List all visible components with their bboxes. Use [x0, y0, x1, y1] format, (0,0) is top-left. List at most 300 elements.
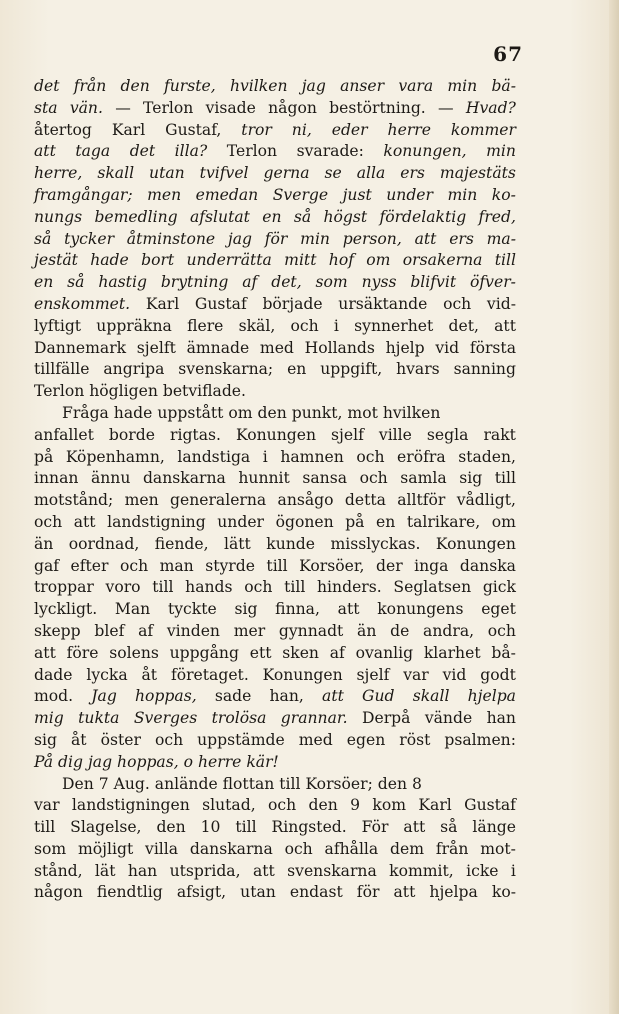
- word: dem: [390, 839, 425, 858]
- word: hoppas,: [135, 687, 197, 706]
- word: grannar.: [280, 709, 348, 728]
- word: fördelaktig: [379, 207, 467, 226]
- text-line: [34, 163, 516, 185]
- word: möjligt: [77, 839, 134, 858]
- word: der: [375, 556, 403, 575]
- word: emedan: [195, 185, 259, 204]
- word: sta: [34, 98, 58, 117]
- word: hands: [185, 578, 233, 597]
- word: att: [73, 512, 96, 531]
- word: generalerna: [169, 491, 267, 510]
- text-line: [34, 141, 516, 163]
- word: det,: [271, 273, 302, 292]
- word: inga: [414, 556, 449, 575]
- text-line: [34, 207, 516, 229]
- word: tukta: [78, 709, 120, 728]
- word: samla: [400, 469, 447, 488]
- word: om: [491, 512, 516, 531]
- word: utan: [149, 164, 185, 183]
- word: Hvad?: [465, 98, 516, 117]
- word: Jag: [91, 687, 117, 706]
- word: en: [376, 512, 396, 531]
- text-line: [34, 774, 516, 796]
- word: att: [337, 600, 360, 619]
- word: och: [487, 621, 516, 640]
- word: innan: [34, 469, 79, 488]
- word: framgångar;: [34, 185, 133, 204]
- word: godt: [480, 665, 516, 684]
- word: icke: [466, 861, 499, 880]
- word: motstånd;: [34, 491, 114, 510]
- word: Terlon: [226, 142, 278, 161]
- word: hjelpa: [467, 687, 516, 706]
- word: nyss: [361, 273, 397, 292]
- word: att: [322, 687, 344, 706]
- word: och: [154, 730, 184, 749]
- text-line: [34, 730, 516, 752]
- word: företaget.: [170, 665, 249, 684]
- word: vid: [442, 665, 467, 684]
- word: om: [366, 251, 391, 270]
- word: tillfälle: [34, 360, 90, 379]
- word: och: [268, 796, 297, 815]
- text-line: [34, 316, 516, 338]
- word: min: [447, 77, 478, 95]
- text-line: [34, 686, 516, 708]
- word: att: [34, 142, 56, 161]
- word: med: [298, 730, 333, 749]
- word: ursäktande: [338, 294, 428, 313]
- word: lätt: [224, 534, 251, 553]
- word: skepp: [34, 621, 81, 640]
- word: bestörtning.: [329, 98, 426, 117]
- word: synnerhet: [354, 316, 434, 335]
- word: från: [73, 77, 107, 95]
- word: till: [266, 556, 288, 575]
- word: angripa: [103, 360, 165, 379]
- text-line: [34, 229, 516, 251]
- word: mot-: [480, 839, 516, 858]
- word: uppräkna: [96, 316, 172, 335]
- word: en: [262, 207, 282, 226]
- word: konungens: [377, 600, 464, 619]
- word: underrätta: [186, 251, 272, 270]
- word: de: [390, 621, 410, 640]
- word: den: [120, 77, 150, 95]
- word: Gustaf,: [165, 120, 222, 139]
- word: Hollands: [304, 338, 375, 357]
- word: Seglatsen: [393, 578, 472, 597]
- word: åt: [71, 730, 87, 749]
- word: kom: [372, 796, 407, 815]
- word: vän.: [69, 98, 103, 117]
- word: än: [34, 534, 54, 553]
- word: men: [124, 491, 159, 510]
- word: alla: [356, 164, 386, 183]
- word: Konungen: [235, 425, 316, 444]
- word: ovanlig: [355, 643, 414, 662]
- word: segla: [426, 425, 469, 444]
- word: fred,: [478, 207, 516, 226]
- word: staden,: [458, 447, 516, 466]
- word: Gustaf: [464, 796, 516, 815]
- word: hvilken: [229, 77, 288, 95]
- word: ers: [400, 164, 425, 183]
- word: vände: [424, 709, 473, 728]
- text-line: [34, 577, 516, 599]
- word: och: [284, 839, 313, 858]
- text-line: [34, 447, 516, 469]
- word: åt: [141, 665, 158, 684]
- word: stånd,: [34, 861, 83, 880]
- word: eröfra: [397, 447, 446, 466]
- word: herre,: [34, 164, 83, 183]
- word: hjelp: [385, 338, 425, 357]
- word: vådligt,: [456, 491, 516, 510]
- word: bemedling: [94, 207, 178, 226]
- word: landstiga: [177, 447, 251, 466]
- text-line: [34, 468, 516, 490]
- text-line: [34, 556, 516, 578]
- word: min: [486, 142, 516, 161]
- text-line: [34, 665, 516, 687]
- word: så: [34, 229, 52, 248]
- word: alltför: [397, 491, 446, 510]
- word: i: [262, 447, 268, 466]
- word: ett: [249, 643, 272, 662]
- text-line: [34, 599, 516, 621]
- word: den: [156, 818, 186, 837]
- word: oordnad,: [68, 534, 140, 553]
- word: fiendtlig: [96, 883, 163, 902]
- word: för: [356, 883, 380, 902]
- word: rakt: [483, 425, 516, 444]
- word: landstigningen: [71, 796, 190, 815]
- word: så: [293, 207, 312, 226]
- word: just: [342, 185, 372, 204]
- word: enskommet.: [34, 294, 131, 313]
- word: från: [435, 839, 469, 858]
- word: det: [129, 142, 156, 161]
- word: uppgång: [169, 643, 239, 662]
- word: en: [34, 273, 54, 292]
- word: jestät: [34, 251, 78, 270]
- word: svenskarna;: [178, 360, 274, 379]
- word: sjelf: [356, 665, 390, 684]
- word: trolösa: [211, 709, 267, 728]
- word: lät: [94, 861, 116, 880]
- word: hjelpa: [429, 883, 478, 902]
- word: öster: [100, 730, 141, 749]
- word: orsakerna: [402, 251, 483, 270]
- word: egen: [346, 730, 386, 749]
- word: endast: [289, 883, 343, 902]
- word: Slagelse,: [70, 818, 142, 837]
- word: eder: [331, 120, 368, 139]
- word: rigtas.: [170, 425, 221, 444]
- word: som: [34, 839, 67, 858]
- word: att: [403, 818, 426, 837]
- word: brytning: [160, 273, 229, 292]
- word: mod.: [34, 687, 74, 706]
- word: skall: [97, 164, 135, 183]
- text-line: [34, 490, 516, 512]
- text-line: [34, 250, 516, 272]
- word: slutad,: [202, 796, 256, 815]
- word: furste,: [163, 77, 216, 95]
- text-line: [34, 708, 516, 730]
- word: Sverges: [133, 709, 198, 728]
- word: och: [119, 556, 149, 575]
- word: tror: [241, 120, 272, 139]
- word: mitt: [284, 251, 317, 270]
- word: Gustaf: [194, 294, 247, 313]
- word: afhålla: [324, 839, 379, 858]
- word: se: [324, 164, 342, 183]
- word: det,: [448, 316, 479, 335]
- word: till: [494, 469, 516, 488]
- word: mig: [34, 709, 64, 728]
- word: utan: [240, 883, 276, 902]
- text-line: [34, 185, 516, 207]
- word: min: [300, 229, 330, 248]
- word: af: [138, 621, 154, 640]
- word: han: [127, 861, 158, 880]
- word: min: [447, 185, 478, 204]
- word: hastig: [98, 273, 147, 292]
- word: svarade:: [296, 142, 364, 161]
- word: till: [34, 818, 56, 837]
- word: blef: [94, 621, 125, 640]
- word: Karl: [111, 120, 146, 139]
- word: jag: [301, 77, 326, 95]
- word: på: [34, 447, 54, 466]
- word: ma-: [486, 229, 516, 248]
- word: åtminstone: [126, 229, 216, 248]
- word: med: [259, 338, 294, 357]
- word: afsigt,: [176, 883, 227, 902]
- text-line: [34, 272, 516, 294]
- text-line: [34, 76, 516, 98]
- word: voro: [105, 578, 141, 597]
- word: utsprida,: [169, 861, 241, 880]
- word: kommer: [450, 120, 516, 139]
- word: att: [393, 883, 416, 902]
- word: tvifvel: [199, 164, 249, 183]
- word: till: [284, 578, 306, 597]
- word: sig: [459, 469, 483, 488]
- word: före: [66, 643, 99, 662]
- word: på: [345, 512, 365, 531]
- word: blifvit: [410, 273, 457, 292]
- word: vid: [435, 338, 460, 357]
- word: eget: [481, 600, 516, 619]
- word: till: [235, 818, 257, 837]
- word: hof: [328, 251, 354, 270]
- word: till: [152, 578, 174, 597]
- word: taga: [75, 142, 111, 161]
- word: sansa: [302, 469, 348, 488]
- word: första: [469, 338, 516, 357]
- word: ers: [449, 229, 474, 248]
- word: Terlon: [143, 98, 194, 117]
- word: anser: [340, 77, 385, 95]
- text-line: [34, 752, 516, 774]
- word: majestäts: [439, 164, 516, 183]
- word: Ringsted.: [271, 818, 347, 837]
- word: tyckte: [167, 600, 217, 619]
- word: ni,: [291, 120, 312, 139]
- word: länge: [472, 818, 516, 837]
- text-line: [34, 861, 516, 883]
- word: mer: [233, 621, 266, 640]
- word: öfver-: [470, 273, 516, 292]
- word: hamnen: [280, 447, 344, 466]
- text-segment: På dig jag hoppas, o herre kär!: [34, 752, 279, 771]
- text-line: [34, 795, 516, 817]
- word: ämnade: [186, 338, 250, 357]
- text-line: [34, 425, 516, 447]
- word: villa: [145, 839, 179, 858]
- word: jag: [227, 229, 252, 248]
- text-line: [34, 817, 516, 839]
- word: och: [34, 512, 63, 531]
- word: gerna: [263, 164, 310, 183]
- word: han,: [269, 687, 304, 706]
- word: Gud: [362, 687, 395, 706]
- word: detta: [344, 491, 386, 510]
- word: ko-: [491, 883, 516, 902]
- word: ansågo: [277, 491, 334, 510]
- word: att: [34, 643, 56, 662]
- word: ännu: [90, 469, 131, 488]
- word: att: [252, 861, 275, 880]
- word: sanning: [453, 360, 516, 379]
- word: fiende,: [154, 534, 209, 553]
- word: i: [333, 316, 339, 335]
- text-segment: Fråga hade uppstått om den punkt, mot hvilken: [62, 403, 441, 422]
- word: gick: [482, 578, 516, 597]
- word: men: [147, 185, 182, 204]
- word: så: [67, 273, 85, 292]
- text-segment: Terlon högligen betviflade.: [34, 382, 246, 401]
- word: kunde: [266, 534, 316, 553]
- word: ville: [378, 425, 412, 444]
- word: flere: [187, 316, 224, 335]
- text-line: [34, 403, 516, 425]
- word: hinders.: [317, 578, 382, 597]
- page-number: 67: [493, 42, 523, 66]
- word: Karl: [145, 294, 180, 313]
- word: För: [361, 818, 389, 837]
- word: Konungen: [435, 534, 516, 553]
- word: hade: [90, 251, 129, 270]
- word: anfallet: [34, 425, 94, 444]
- word: under: [386, 185, 433, 204]
- word: visade: [205, 98, 256, 117]
- text-line: [34, 621, 516, 643]
- word: och: [356, 447, 385, 466]
- word: sig: [234, 600, 258, 619]
- word: landstigning: [107, 512, 206, 531]
- word: styrde: [205, 556, 255, 575]
- word: tycker: [64, 229, 115, 248]
- word: i: [510, 861, 516, 880]
- word: afslutat: [189, 207, 250, 226]
- word: Köpenhamn,: [65, 447, 165, 466]
- text-line: [34, 839, 516, 861]
- word: vinden: [166, 621, 220, 640]
- word: danskarna: [189, 839, 273, 858]
- word: af: [329, 643, 345, 662]
- word: som: [315, 273, 348, 292]
- word: hunnit: [238, 469, 290, 488]
- word: kommit,: [389, 861, 454, 880]
- word: —: [115, 98, 131, 117]
- page-edge: [609, 0, 619, 1014]
- word: psalmen:: [444, 730, 516, 749]
- word: konungen,: [383, 142, 467, 161]
- word: började: [262, 294, 323, 313]
- word: sken: [282, 643, 319, 662]
- word: person,: [342, 229, 402, 248]
- text-line: [34, 882, 516, 904]
- word: Sverge: [272, 185, 329, 204]
- word: att: [414, 229, 437, 248]
- word: sade: [214, 687, 252, 706]
- word: ögonen: [275, 512, 334, 531]
- text-line: [34, 534, 516, 556]
- word: var: [403, 665, 429, 684]
- word: det: [34, 77, 60, 95]
- word: sjelf: [331, 425, 364, 444]
- text-line: [34, 338, 516, 360]
- word: hvars: [396, 360, 440, 379]
- word: danskarna: [142, 469, 226, 488]
- word: skäl,: [238, 316, 276, 335]
- word: den: [308, 796, 338, 815]
- word: man: [159, 556, 194, 575]
- word: bort: [141, 251, 175, 270]
- word: Dannemark: [34, 338, 127, 357]
- word: klarhet: [423, 643, 481, 662]
- word: vara: [398, 77, 434, 95]
- word: illa?: [174, 142, 208, 161]
- word: bä-: [491, 77, 516, 95]
- word: Man: [114, 600, 151, 619]
- text-line: [34, 294, 516, 316]
- word: troppar: [34, 578, 94, 597]
- word: nungs: [34, 207, 83, 226]
- word: någon: [34, 883, 83, 902]
- word: misslyckas.: [330, 534, 421, 553]
- word: borde: [108, 425, 155, 444]
- word: uppgift,: [320, 360, 383, 379]
- word: sjelft: [136, 338, 176, 357]
- word: en: [287, 360, 307, 379]
- word: och: [359, 469, 388, 488]
- word: högst: [323, 207, 368, 226]
- word: svenskarna: [287, 861, 377, 880]
- word: danska: [459, 556, 516, 575]
- word: Konungen: [262, 665, 343, 684]
- word: —: [438, 98, 454, 117]
- word: lycka: [86, 665, 128, 684]
- word: solens: [109, 643, 159, 662]
- word: 9: [350, 796, 361, 815]
- word: Derpå: [361, 709, 411, 728]
- word: och: [290, 316, 319, 335]
